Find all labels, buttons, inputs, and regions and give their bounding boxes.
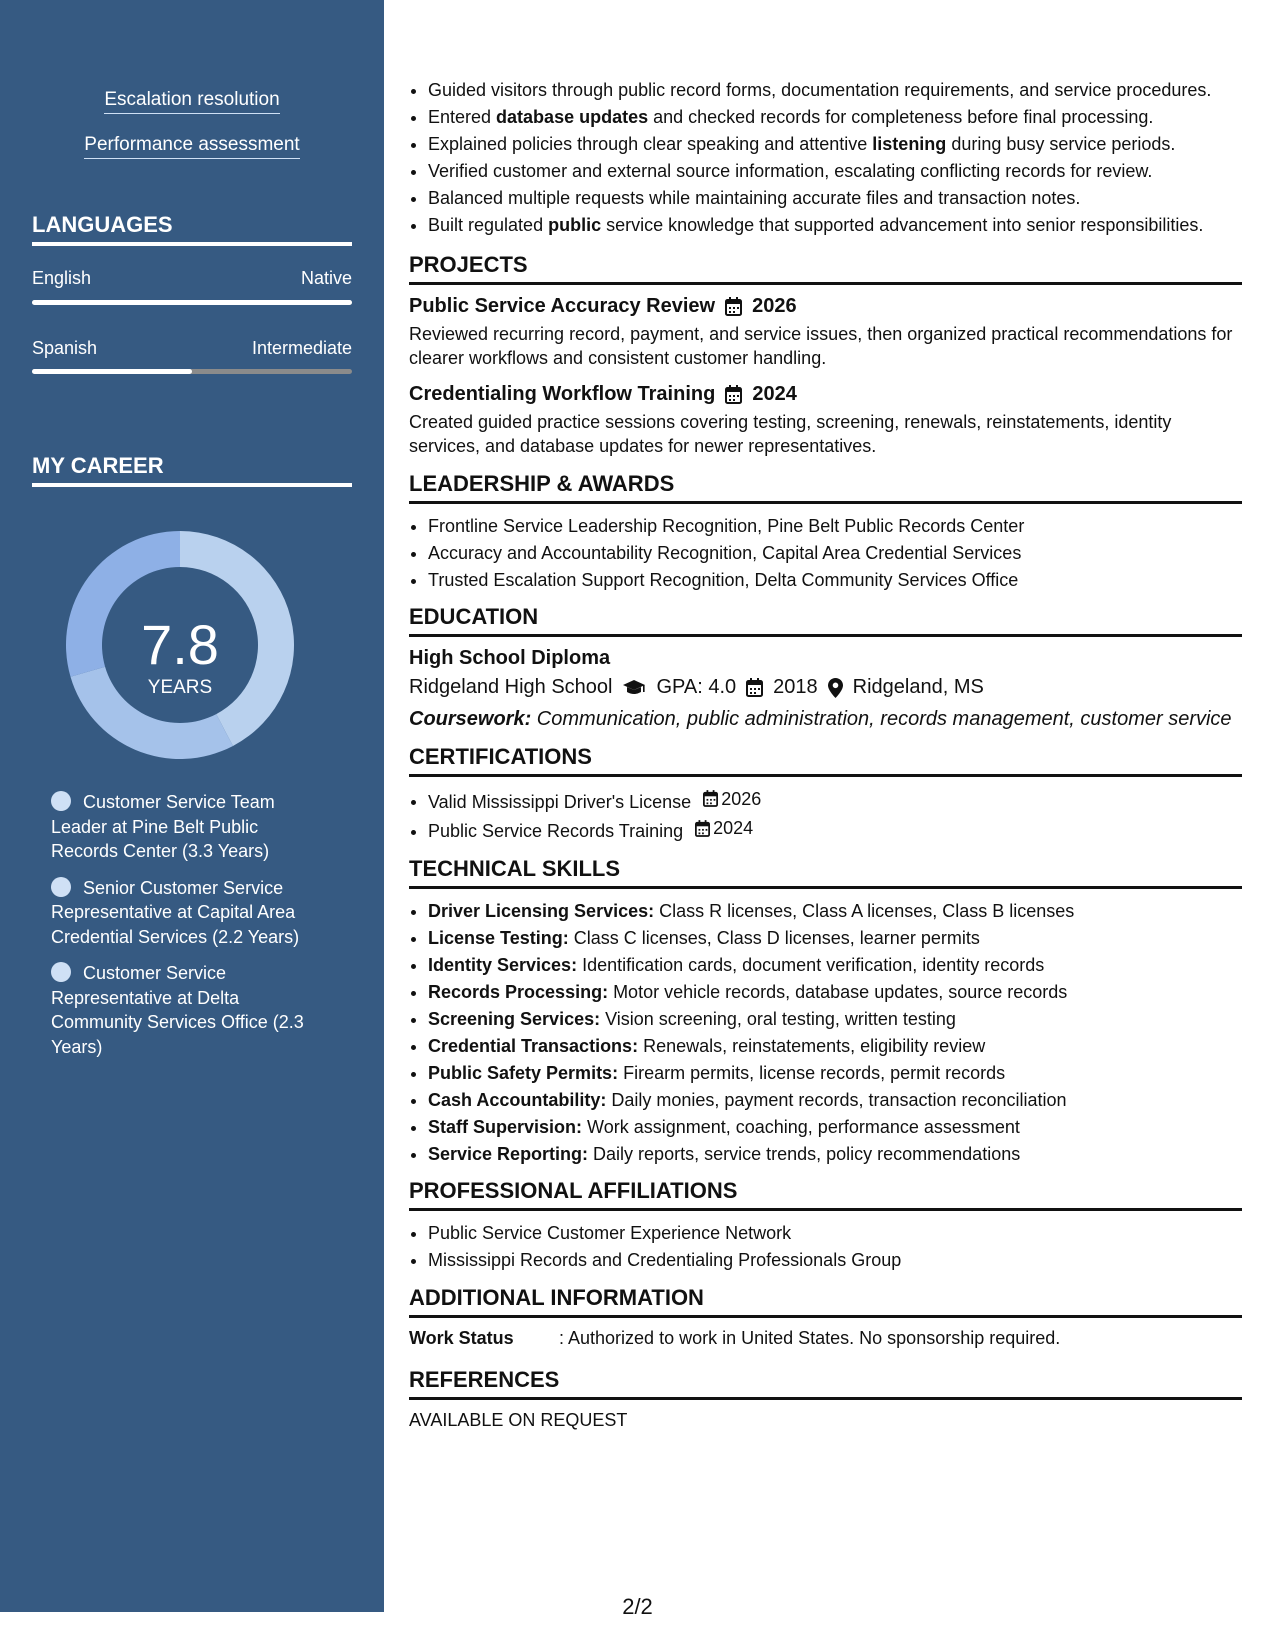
education-heading: EDUCATION	[409, 604, 1242, 637]
project-description: Reviewed recurring record, payment, and service issues, then organized practical recommendations for clearer workflows and consistent customer handling.	[409, 323, 1233, 368]
language-level: Native	[300, 268, 352, 288]
career-total-value: 7.8	[141, 613, 219, 676]
language-bar-fill	[32, 369, 192, 374]
experience-bullets	[409, 78, 1242, 238]
work-status-row	[409, 1328, 1242, 1349]
education-school: Ridgeland High School	[409, 676, 613, 698]
language-name: Spanish	[32, 338, 98, 358]
project-year: 2024	[752, 382, 797, 405]
certifications-heading: CERTIFICATIONS	[409, 744, 1242, 777]
skill-item: • Credential Transactions: Renewals, reinstatements, eligibility review	[428, 1034, 1242, 1059]
career-item: Customer Service Team Leader at Pine Belt Public Records Center (3.3 Years)	[51, 792, 275, 861]
career-total-unit: YEARS	[147, 677, 213, 698]
main-content	[409, 78, 1242, 1431]
list-item: • Mississippi Records and Credentialing Professionals Group	[428, 1248, 1242, 1273]
skill-item: • Staff Supervision: Work assignment, coaching, performance assessment	[428, 1115, 1242, 1140]
project-item	[409, 295, 1242, 371]
career-item: Senior Customer Service Representative at Capital Area Credential Services (2.2 Years)	[51, 877, 300, 947]
affiliations-heading: PROFESSIONAL AFFILIATIONS	[409, 1178, 1242, 1211]
project-title: Credentialing Workflow Training	[409, 382, 716, 405]
references-text: AVAILABLE ON REQUEST	[409, 1409, 628, 1430]
graduation-cap-icon	[622, 679, 646, 697]
certifications-list	[409, 787, 1242, 844]
skill-item: • Public Safety Permits: Firearm permits, license records, permit records	[428, 1061, 1242, 1086]
experience-bullet: • Explained policies through clear speaking and attentive listening during busy service periods.	[428, 132, 1242, 157]
location-pin-icon	[828, 678, 843, 698]
technical-skills-list	[409, 899, 1242, 1167]
calendar-icon	[746, 678, 763, 697]
work-status-value: : Authorized to work in United States. No sponsorship required.	[559, 1327, 1061, 1348]
skill-item: • Screening Services: Vision screening, oral testing, written testing	[428, 1007, 1242, 1032]
skill-escalation-resolution: Escalation resolution	[0, 89, 384, 111]
project-title: Public Service Accuracy Review	[409, 294, 716, 317]
project-item	[409, 383, 1242, 459]
experience-bullet: • Balanced multiple requests while maintaining accurate files and transaction notes.	[428, 186, 1242, 211]
list-item: • Valid Mississippi Driver's License 2026	[428, 787, 1242, 814]
language-bar-fill	[32, 300, 352, 305]
affiliations-list	[409, 1221, 1242, 1273]
calendar-icon	[725, 385, 742, 404]
leadership-list	[409, 514, 1242, 593]
education-year: 2018	[773, 676, 818, 698]
calendar-icon	[703, 790, 718, 807]
calendar-icon	[695, 820, 710, 837]
career-heading: MY CAREER	[32, 453, 352, 487]
language-bar-spanish	[32, 369, 352, 374]
list-item: • Public Service Customer Experience Network	[428, 1221, 1242, 1246]
language-level: Intermediate	[251, 338, 352, 358]
languages-heading: LANGUAGES	[32, 212, 352, 246]
career-list	[51, 790, 321, 1071]
additional-info-heading: ADDITIONAL INFORMATION	[409, 1285, 1242, 1318]
list-item: • Frontline Service Leadership Recognition, Pine Belt Public Records Center	[428, 514, 1242, 539]
references-heading: REFERENCES	[409, 1367, 1242, 1400]
experience-bullet: • Entered database updates and checked records for completeness before final processing.	[428, 105, 1242, 130]
skill-item: • License Testing: Class C licenses, Class D licenses, learner permits	[428, 926, 1242, 951]
education-coursework: Coursework: Communication, public administration, records management, customer service	[409, 708, 1232, 730]
skill-item: • Service Reporting: Daily reports, service trends, policy recommendations	[428, 1142, 1242, 1167]
project-year: 2026	[752, 294, 797, 317]
skill-item: • Cash Accountability: Daily monies, payment records, transaction reconciliation	[428, 1088, 1242, 1113]
skill-item: • Driver Licensing Services: Class R licenses, Class A licenses, Class B licenses	[428, 899, 1242, 924]
education-gpa: GPA: 4.0	[656, 676, 737, 698]
projects-heading: PROJECTS	[409, 252, 1242, 285]
sidebar	[0, 0, 384, 1612]
list-item: • Accuracy and Accountability Recognition, Capital Area Credential Services	[428, 541, 1242, 566]
experience-bullet: • Guided visitors through public record forms, documentation requirements, and service procedures.	[428, 78, 1242, 103]
technical-skills-heading: TECHNICAL SKILLS	[409, 856, 1242, 889]
skill-performance-assessment: Performance assessment	[0, 134, 384, 156]
project-description: Created guided practice sessions covering testing, screening, renewals, reinstatements, identity services, and database updates for newer representatives.	[409, 411, 1172, 456]
language-spanish	[32, 338, 352, 359]
leadership-heading: LEADERSHIP & AWARDS	[409, 471, 1242, 504]
calendar-icon	[725, 297, 742, 316]
bullet-dot-icon	[51, 791, 71, 811]
skill-item: • Records Processing: Motor vehicle records, database updates, source records	[428, 980, 1242, 1005]
skill-item: • Identity Services: Identification cards, document verification, identity records	[428, 953, 1242, 978]
education-details	[409, 676, 1242, 699]
page-number: 2/2	[622, 1594, 653, 1619]
language-name: English	[32, 268, 92, 288]
education-location: Ridgeland, MS	[852, 676, 984, 698]
list-item: • Trusted Escalation Support Recognition, Delta Community Services Office	[428, 568, 1242, 593]
work-status-label: Work Status	[409, 1327, 514, 1348]
list-item: • Public Service Records Training 2024	[428, 816, 1242, 843]
education-degree: High School Diploma	[409, 647, 611, 669]
career-item: Customer Service Representative at Delta Community Services Office (2.3 Years)	[51, 963, 304, 1057]
career-donut-chart	[66, 531, 294, 759]
language-english	[32, 268, 352, 289]
bullet-dot-icon	[51, 962, 71, 982]
bullet-dot-icon	[51, 877, 71, 897]
experience-bullet: • Verified customer and external source information, escalating conflicting records for review.	[428, 159, 1242, 184]
language-bar-english	[32, 300, 352, 305]
experience-bullet: • Built regulated public service knowledge that supported advancement into senior responsibilities.	[428, 213, 1242, 238]
